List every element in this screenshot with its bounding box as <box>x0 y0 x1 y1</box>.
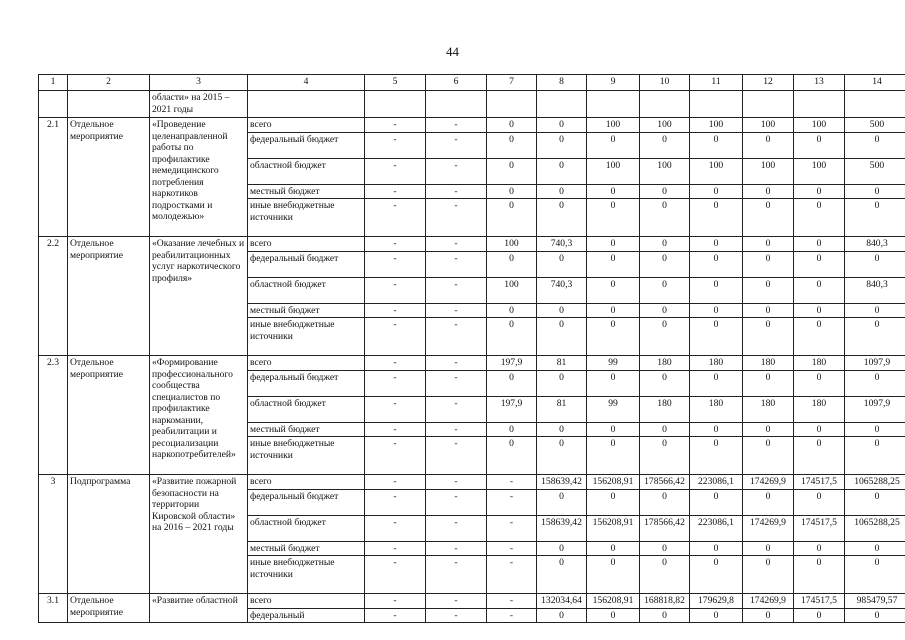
table-body <box>39 75 905 623</box>
value-cell: 0 <box>690 489 743 515</box>
value-cell: 158639,42 <box>537 475 587 490</box>
value-cell: 0 <box>845 437 905 475</box>
value-cell: 179629,8 <box>690 594 743 609</box>
value-cell: - <box>365 237 426 252</box>
table-cell <box>365 91 426 118</box>
funding-source: федеральный бюджет <box>248 251 365 277</box>
value-cell: - <box>365 515 426 541</box>
value-cell: 0 <box>794 132 845 158</box>
value-cell: 0 <box>487 199 537 237</box>
value-cell: - <box>365 199 426 237</box>
value-cell: - <box>365 437 426 475</box>
value-cell: - <box>426 396 487 422</box>
table-cell <box>794 91 845 118</box>
value-cell: 0 <box>743 541 794 556</box>
value-cell: - <box>365 396 426 422</box>
value-cell: - <box>426 303 487 318</box>
value-cell: 0 <box>690 251 743 277</box>
value-cell: 0 <box>845 132 905 158</box>
group-number: 3 <box>39 475 68 594</box>
value-cell: 740,3 <box>537 277 587 303</box>
group-type: Отдельное мероприятие <box>68 237 150 356</box>
header-cell: 4 <box>248 75 365 91</box>
value-cell: 0 <box>487 318 537 356</box>
funding-source: всего <box>248 475 365 490</box>
value-cell: - <box>426 277 487 303</box>
value-cell: 180 <box>640 356 690 371</box>
value-cell: 0 <box>690 132 743 158</box>
value-cell: 0 <box>587 608 640 623</box>
value-cell: - <box>365 475 426 490</box>
value-cell: 0 <box>690 556 743 594</box>
value-cell: 100 <box>794 118 845 133</box>
value-cell: - <box>365 184 426 199</box>
value-cell: 180 <box>690 396 743 422</box>
value-cell: - <box>426 489 487 515</box>
value-cell: 0 <box>743 184 794 199</box>
value-cell: - <box>426 541 487 556</box>
value-cell: 0 <box>794 556 845 594</box>
value-cell: 100 <box>640 158 690 184</box>
table-row <box>39 475 905 490</box>
value-cell: 1097,9 <box>845 356 905 371</box>
value-cell: 1097,9 <box>845 396 905 422</box>
header-cell: 5 <box>365 75 426 91</box>
group-number: 2.3 <box>39 356 68 475</box>
value-cell: 180 <box>743 396 794 422</box>
table-cell <box>640 91 690 118</box>
value-cell: 0 <box>537 422 587 437</box>
value-cell: 0 <box>690 184 743 199</box>
value-cell: 0 <box>794 370 845 396</box>
value-cell: 0 <box>640 608 690 623</box>
value-cell: 156208,91 <box>587 515 640 541</box>
value-cell: - <box>426 556 487 594</box>
value-cell: 0 <box>743 437 794 475</box>
value-cell: - <box>365 303 426 318</box>
table-cell <box>845 91 905 118</box>
group-type: Отдельное мероприятие <box>68 594 150 623</box>
value-cell: - <box>426 356 487 371</box>
value-cell: 0 <box>587 184 640 199</box>
value-cell: 100 <box>794 158 845 184</box>
value-cell: 0 <box>587 541 640 556</box>
value-cell: 0 <box>587 199 640 237</box>
value-cell: 0 <box>640 303 690 318</box>
table-row <box>39 594 905 609</box>
funding-source: областной бюджет <box>248 277 365 303</box>
group-name: «Оказание лечебных и реабилитационных услуг наркотического профиля» <box>150 237 248 356</box>
funding-source: всего <box>248 594 365 609</box>
value-cell: 156208,91 <box>587 594 640 609</box>
header-cell: 3 <box>150 75 248 91</box>
value-cell: 0 <box>845 541 905 556</box>
value-cell: 0 <box>537 608 587 623</box>
value-cell: 223086,1 <box>690 515 743 541</box>
funding-source: областной бюджет <box>248 158 365 184</box>
value-cell: 0 <box>537 251 587 277</box>
value-cell: 0 <box>794 422 845 437</box>
page-number: 44 <box>446 44 459 59</box>
value-cell: 0 <box>587 132 640 158</box>
value-cell: 174517,5 <box>794 515 845 541</box>
group-name: «Развитие областной <box>150 594 248 623</box>
table-row <box>39 237 905 252</box>
value-cell: 0 <box>794 237 845 252</box>
value-cell: - <box>426 422 487 437</box>
value-cell: - <box>426 158 487 184</box>
value-cell: 0 <box>640 541 690 556</box>
value-cell: 174269,9 <box>743 475 794 490</box>
value-cell: 740,3 <box>537 237 587 252</box>
value-cell: 0 <box>794 489 845 515</box>
value-cell: 0 <box>743 132 794 158</box>
value-cell: 0 <box>690 318 743 356</box>
value-cell: - <box>487 608 537 623</box>
value-cell: 100 <box>487 277 537 303</box>
group-type: Подпрограмма <box>68 475 150 594</box>
header-cell: 6 <box>426 75 487 91</box>
group-name: «Развитие пожарной безопасности на территории Кировской области» на 2016 – 2021 годы <box>150 475 248 594</box>
value-cell: 0 <box>537 199 587 237</box>
value-cell: 100 <box>587 158 640 184</box>
value-cell: 100 <box>743 158 794 184</box>
funding-source: областной бюджет <box>248 515 365 541</box>
value-cell: 0 <box>743 489 794 515</box>
value-cell: 0 <box>794 199 845 237</box>
value-cell: 0 <box>845 608 905 623</box>
value-cell: 197,9 <box>487 396 537 422</box>
value-cell: 0 <box>794 608 845 623</box>
group-type: Отдельное мероприятие <box>68 118 150 237</box>
value-cell: - <box>365 277 426 303</box>
value-cell: 0 <box>794 303 845 318</box>
value-cell: 0 <box>845 370 905 396</box>
value-cell: 0 <box>487 132 537 158</box>
value-cell: 100 <box>690 118 743 133</box>
funding-source: федеральный бюджет <box>248 370 365 396</box>
value-cell: 0 <box>587 237 640 252</box>
funding-source: федеральный бюджет <box>248 489 365 515</box>
value-cell: 0 <box>640 556 690 594</box>
value-cell: 0 <box>640 489 690 515</box>
value-cell: - <box>426 594 487 609</box>
value-cell: 0 <box>587 422 640 437</box>
value-cell: - <box>365 158 426 184</box>
value-cell: 0 <box>487 437 537 475</box>
value-cell: 180 <box>640 396 690 422</box>
value-cell: - <box>426 237 487 252</box>
value-cell: - <box>426 118 487 133</box>
value-cell: 0 <box>743 303 794 318</box>
value-cell: - <box>365 541 426 556</box>
value-cell: 0 <box>743 608 794 623</box>
value-cell: 0 <box>487 184 537 199</box>
funding-source: областной бюджет <box>248 396 365 422</box>
value-cell: 0 <box>743 556 794 594</box>
value-cell: 197,9 <box>487 356 537 371</box>
value-cell: 1065288,25 <box>845 475 905 490</box>
value-cell: 0 <box>794 437 845 475</box>
value-cell: 0 <box>845 251 905 277</box>
funding-source: местный бюджет <box>248 184 365 199</box>
value-cell: - <box>426 251 487 277</box>
value-cell: 0 <box>640 199 690 237</box>
value-cell: 0 <box>690 370 743 396</box>
value-cell: 100 <box>690 158 743 184</box>
value-cell: - <box>487 489 537 515</box>
value-cell: 0 <box>845 422 905 437</box>
continuation-row <box>39 91 905 118</box>
value-cell: - <box>426 475 487 490</box>
value-cell: 0 <box>587 251 640 277</box>
value-cell: 0 <box>794 184 845 199</box>
funding-source: местный бюджет <box>248 541 365 556</box>
value-cell: - <box>426 515 487 541</box>
funding-source: местный бюджет <box>248 422 365 437</box>
value-cell: 1065288,25 <box>845 515 905 541</box>
value-cell: 99 <box>587 396 640 422</box>
value-cell: 223086,1 <box>690 475 743 490</box>
value-cell: - <box>487 556 537 594</box>
value-cell: 174517,5 <box>794 475 845 490</box>
value-cell: 0 <box>487 158 537 184</box>
value-cell: - <box>426 370 487 396</box>
header-row <box>39 75 905 91</box>
value-cell: 0 <box>587 303 640 318</box>
header-cell: 1 <box>39 75 68 91</box>
value-cell: 0 <box>640 370 690 396</box>
value-cell: 0 <box>537 370 587 396</box>
header-cell: 14 <box>845 75 905 91</box>
value-cell: - <box>365 370 426 396</box>
value-cell: 840,3 <box>845 277 905 303</box>
value-cell: 180 <box>794 396 845 422</box>
value-cell: - <box>365 251 426 277</box>
table-cell <box>39 91 68 118</box>
value-cell: 100 <box>743 118 794 133</box>
value-cell: 0 <box>690 303 743 318</box>
value-cell: - <box>487 475 537 490</box>
value-cell: 0 <box>587 318 640 356</box>
value-cell: 180 <box>794 356 845 371</box>
value-cell: 0 <box>690 541 743 556</box>
table-cell <box>690 91 743 118</box>
value-cell: 0 <box>743 251 794 277</box>
value-cell: 100 <box>487 237 537 252</box>
value-cell: 156208,91 <box>587 475 640 490</box>
value-cell: 158639,42 <box>537 515 587 541</box>
value-cell: 0 <box>537 158 587 184</box>
value-cell: 174517,5 <box>794 594 845 609</box>
value-cell: 0 <box>537 541 587 556</box>
value-cell: 180 <box>690 356 743 371</box>
value-cell: - <box>426 437 487 475</box>
value-cell: 0 <box>845 556 905 594</box>
value-cell: 500 <box>845 158 905 184</box>
value-cell: 180 <box>743 356 794 371</box>
value-cell: - <box>487 541 537 556</box>
table-cell <box>743 91 794 118</box>
value-cell: 0 <box>690 277 743 303</box>
funding-source: иные внебюджетные источники <box>248 318 365 356</box>
group-name: «Формирование профессионального сообщества специалистов по профилактике наркомании, реабилитации и ресоциализации наркопотребителей» <box>150 356 248 475</box>
value-cell: 0 <box>537 184 587 199</box>
header-cell: 12 <box>743 75 794 91</box>
value-cell: 0 <box>487 422 537 437</box>
value-cell: - <box>426 132 487 158</box>
group-type: Отдельное мероприятие <box>68 356 150 475</box>
value-cell: - <box>365 422 426 437</box>
value-cell: 132034,64 <box>537 594 587 609</box>
value-cell: 174269,9 <box>743 515 794 541</box>
value-cell: 0 <box>537 437 587 475</box>
value-cell: 0 <box>487 251 537 277</box>
header-cell: 2 <box>68 75 150 91</box>
value-cell: - <box>365 318 426 356</box>
value-cell: 174269,9 <box>743 594 794 609</box>
value-cell: 0 <box>690 608 743 623</box>
group-number: 2.1 <box>39 118 68 237</box>
value-cell: - <box>365 594 426 609</box>
value-cell: 0 <box>487 303 537 318</box>
value-cell: 100 <box>587 118 640 133</box>
value-cell: 0 <box>587 277 640 303</box>
value-cell: 0 <box>640 251 690 277</box>
value-cell: 0 <box>537 118 587 133</box>
value-cell: 0 <box>587 437 640 475</box>
value-cell: - <box>365 556 426 594</box>
header-cell: 8 <box>537 75 587 91</box>
table-row <box>39 118 905 133</box>
table-cell <box>587 91 640 118</box>
value-cell: 0 <box>743 237 794 252</box>
value-cell: 0 <box>743 370 794 396</box>
value-cell: 0 <box>537 556 587 594</box>
value-cell: 0 <box>537 489 587 515</box>
value-cell: 0 <box>640 422 690 437</box>
value-cell: 0 <box>743 277 794 303</box>
header-cell: 13 <box>794 75 845 91</box>
value-cell: 0 <box>537 318 587 356</box>
value-cell: - <box>426 608 487 623</box>
value-cell: - <box>365 608 426 623</box>
value-cell: 0 <box>587 370 640 396</box>
table-cell <box>487 91 537 118</box>
value-cell: - <box>487 594 537 609</box>
header-cell: 11 <box>690 75 743 91</box>
value-cell: - <box>365 118 426 133</box>
value-cell: - <box>426 184 487 199</box>
header-cell: 9 <box>587 75 640 91</box>
value-cell: 0 <box>640 318 690 356</box>
value-cell: - <box>365 489 426 515</box>
value-cell: 500 <box>845 118 905 133</box>
funding-source: иные внебюджетные источники <box>248 437 365 475</box>
value-cell: 0 <box>690 199 743 237</box>
value-cell: 0 <box>640 237 690 252</box>
value-cell: 0 <box>845 318 905 356</box>
group-number: 2.2 <box>39 237 68 356</box>
value-cell: - <box>365 132 426 158</box>
value-cell: 0 <box>845 184 905 199</box>
value-cell: 0 <box>845 303 905 318</box>
table-cell <box>68 91 150 118</box>
value-cell: 0 <box>537 132 587 158</box>
value-cell: 0 <box>743 422 794 437</box>
value-cell: 840,3 <box>845 237 905 252</box>
header-cell: 7 <box>487 75 537 91</box>
value-cell: 985479,57 <box>845 594 905 609</box>
funding-source: иные внебюджетные источники <box>248 199 365 237</box>
value-cell: 0 <box>640 132 690 158</box>
value-cell: - <box>426 318 487 356</box>
value-cell: 0 <box>794 541 845 556</box>
value-cell: - <box>426 199 487 237</box>
value-cell: 0 <box>690 422 743 437</box>
table-row <box>39 356 905 371</box>
value-cell: 0 <box>487 370 537 396</box>
funding-source: всего <box>248 237 365 252</box>
value-cell: 0 <box>537 303 587 318</box>
value-cell: 0 <box>690 237 743 252</box>
value-cell: 0 <box>845 489 905 515</box>
value-cell: 81 <box>537 356 587 371</box>
funding-source: федеральный <box>248 608 365 623</box>
budget-table <box>38 74 905 623</box>
value-cell: - <box>487 515 537 541</box>
group-number: 3.1 <box>39 594 68 623</box>
group-name: «Проведение целенаправленной работы по профилактике немедицинского потребления наркотиков подростками и молодежью» <box>150 118 248 237</box>
value-cell: 0 <box>640 184 690 199</box>
value-cell: 0 <box>743 318 794 356</box>
value-cell: 0 <box>845 199 905 237</box>
value-cell: 0 <box>640 437 690 475</box>
funding-source: местный бюджет <box>248 303 365 318</box>
funding-source: федеральный бюджет <box>248 132 365 158</box>
continuation-text: области» на 2015 – 2021 годы <box>150 91 248 118</box>
table-cell <box>248 91 365 118</box>
value-cell: 0 <box>794 251 845 277</box>
value-cell: 81 <box>537 396 587 422</box>
value-cell: 178566,42 <box>640 515 690 541</box>
value-cell: 178566,42 <box>640 475 690 490</box>
value-cell: 0 <box>640 277 690 303</box>
value-cell: 0 <box>690 437 743 475</box>
funding-source: всего <box>248 118 365 133</box>
value-cell: 100 <box>640 118 690 133</box>
value-cell: 0 <box>487 118 537 133</box>
table-cell <box>426 91 487 118</box>
funding-source: всего <box>248 356 365 371</box>
value-cell: - <box>365 356 426 371</box>
table-cell <box>537 91 587 118</box>
value-cell: 99 <box>587 356 640 371</box>
value-cell: 0 <box>587 489 640 515</box>
value-cell: 0 <box>743 199 794 237</box>
funding-source: иные внебюджетные источники <box>248 556 365 594</box>
value-cell: 0 <box>794 277 845 303</box>
header-cell: 10 <box>640 75 690 91</box>
value-cell: 0 <box>794 318 845 356</box>
value-cell: 0 <box>587 556 640 594</box>
value-cell: 168818,82 <box>640 594 690 609</box>
